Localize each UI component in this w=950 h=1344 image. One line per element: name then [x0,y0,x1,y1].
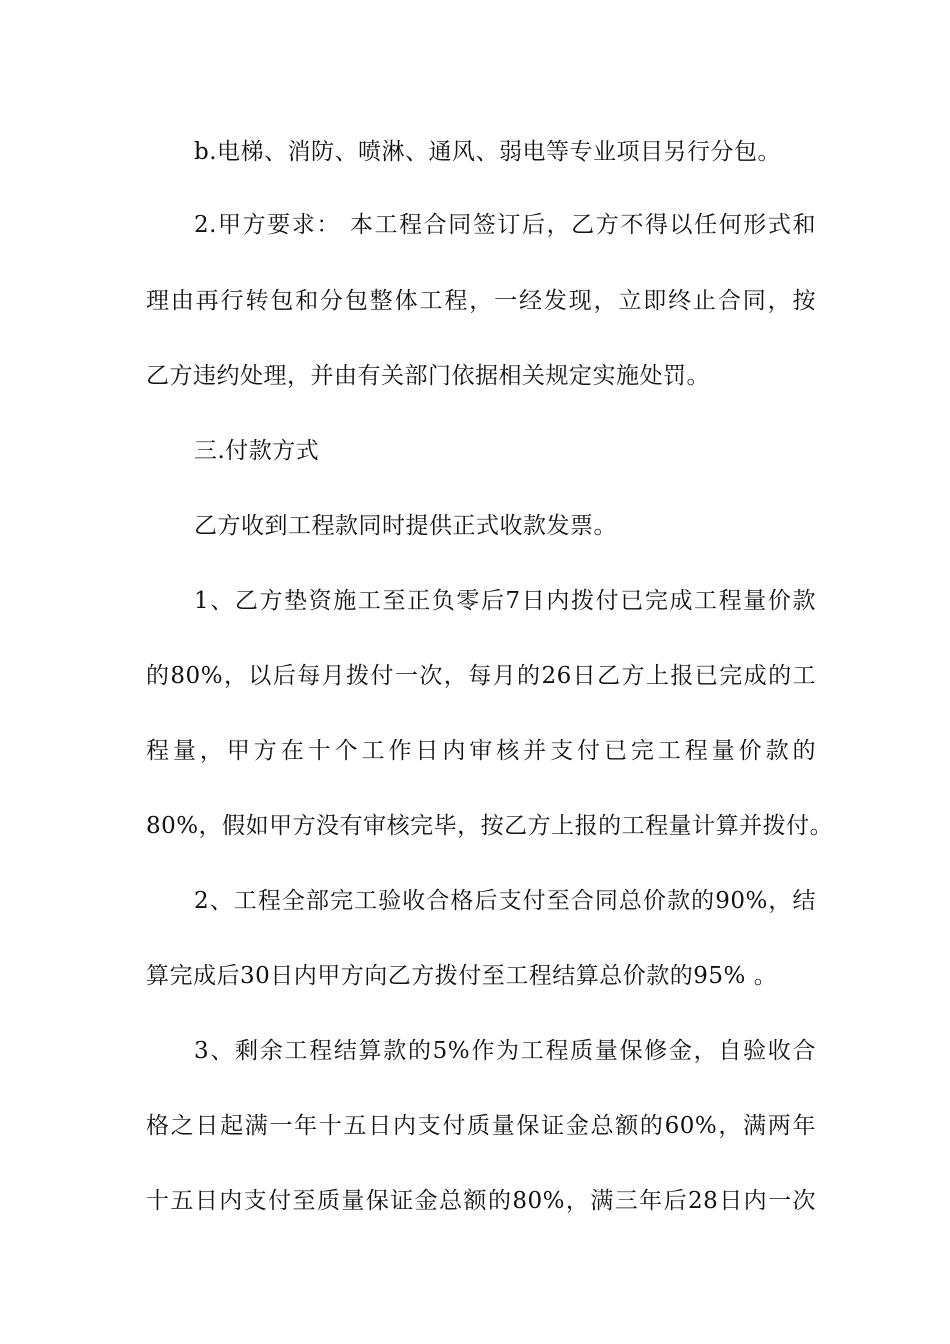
paragraph-item-b: b.电梯、消防、喷淋、通风、弱电等专业项目另行分包。 [194,139,782,165]
paragraph-item-1-line-1: 1、乙方垫资施工至正负零后7日内拨付已完成工程量价款 [194,588,816,614]
paragraph-item-2-line-2: 算完成后30日内甲方向乙方拨付至工程结算总价款的95% 。 [146,963,778,989]
paragraph-item-3-line-1: 3、剩余工程结算款的5%作为工程质量保修金，自验收合 [194,1038,816,1064]
section-heading-payment: 三.付款方式 [194,438,320,464]
paragraph-item-1-line-2: 的80%，以后每月拨付一次，每月的26日乙方上报已完成的工 [146,663,816,689]
paragraph-item-2-line-1: 2、工程全部完工验收合格后支付至合同总价款的90%，结 [194,888,816,914]
paragraph-requirement-line-3: 乙方违约处理，并由有关部门依据相关规定实施处罚。 [146,363,710,389]
paragraph-requirement-line-1: 2.甲方要求： 本工程合同签订后，乙方不得以任何形式和 [194,212,816,238]
paragraph-item-1-line-4: 80%，假如甲方没有审核完毕，按乙方上报的工程量计算并拨付。 [146,813,834,839]
paragraph-item-1-line-3: 程量，甲方在十个工作日内审核并支付已完工程量价款的 [146,738,816,764]
paragraph-item-3-line-2: 格之日起满一年十五日内支付质量保证金总额的60%，满两年 [146,1113,816,1139]
paragraph-invoice: 乙方收到工程款同时提供正式收款发票。 [194,513,617,539]
paragraph-item-3-line-3: 十五日内支付至质量保证金总额的80%，满三年后28日内一次 [146,1188,816,1214]
paragraph-requirement-line-2: 理由再行转包和分包整体工程，一经发现，立即终止合同，按 [146,288,816,314]
